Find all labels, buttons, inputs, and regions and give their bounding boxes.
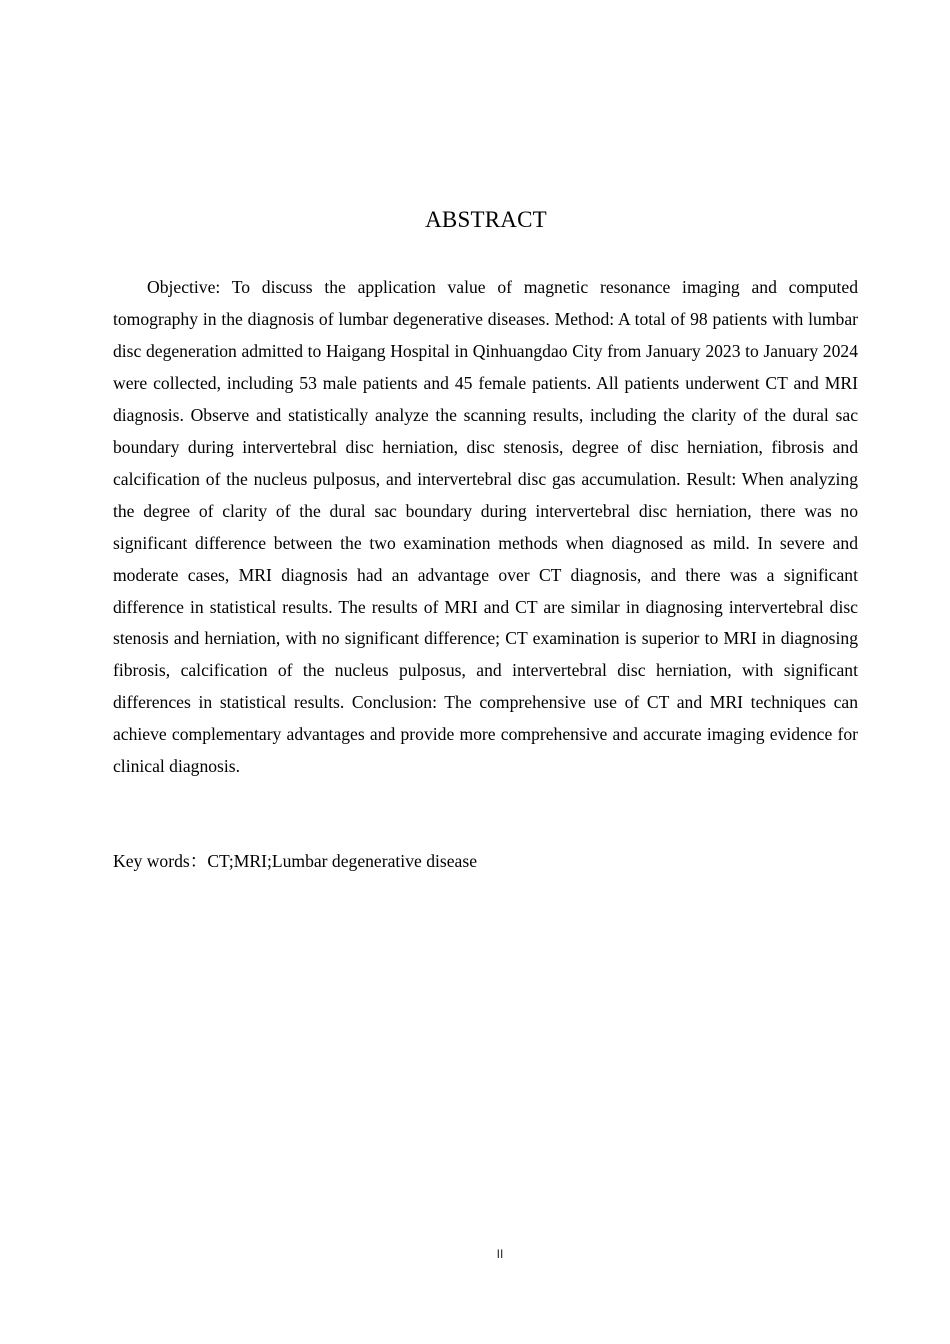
page-number: II: [496, 1247, 504, 1261]
keywords-value: CT;MRI;Lumbar degenerative disease: [207, 851, 477, 871]
abstract-paragraph: Objective: To discuss the application value of magnetic resonance imaging and computed tomography in the diagnosis of lumbar degenerative diseases. Method: A total of 98 patients with lumbar disc degeneration admitted to Haigang Hospital in Qinhuangdao City from January 2023 to January 2024 were collected, including 53 male patients and 45 female patients. All patients underwent CT and MRI diagnosis. Observe and statistically analyze the scanning results, including the clarity of the dural sac boundary during intervertebral disc herniation, disc stenosis, degree of disc herniation, fibrosis and calcification of the nucleus pulposus, and intervertebral disc gas accumulation. Result: When analyzing the degree of clarity of the dural sac boundary during intervertebral disc herniation, there was no significant difference between the two examination methods when diagnosed as mild. In severe and moderate cases, MRI diagnosis had an advantage over CT diagnosis, and there was a significant difference in statistical results. The results of MRI and CT are similar in diagnosing intervertebral disc stenosis and herniation, with no significant difference; CT examination is superior to MRI in diagnosing fibrosis, calcification of the nucleus pulposus, and intervertebral disc herniation, with significant differences in statistical results. Conclusion: The comprehensive use of CT and MRI techniques can achieve complementary advantages and provide more comprehensive and accurate imaging evidence for clinical diagnosis.: [113, 277, 858, 777]
keywords-line: [113, 846, 858, 878]
keywords-label: Key words：: [113, 851, 208, 871]
page-title: ABSTRACT: [425, 207, 547, 232]
